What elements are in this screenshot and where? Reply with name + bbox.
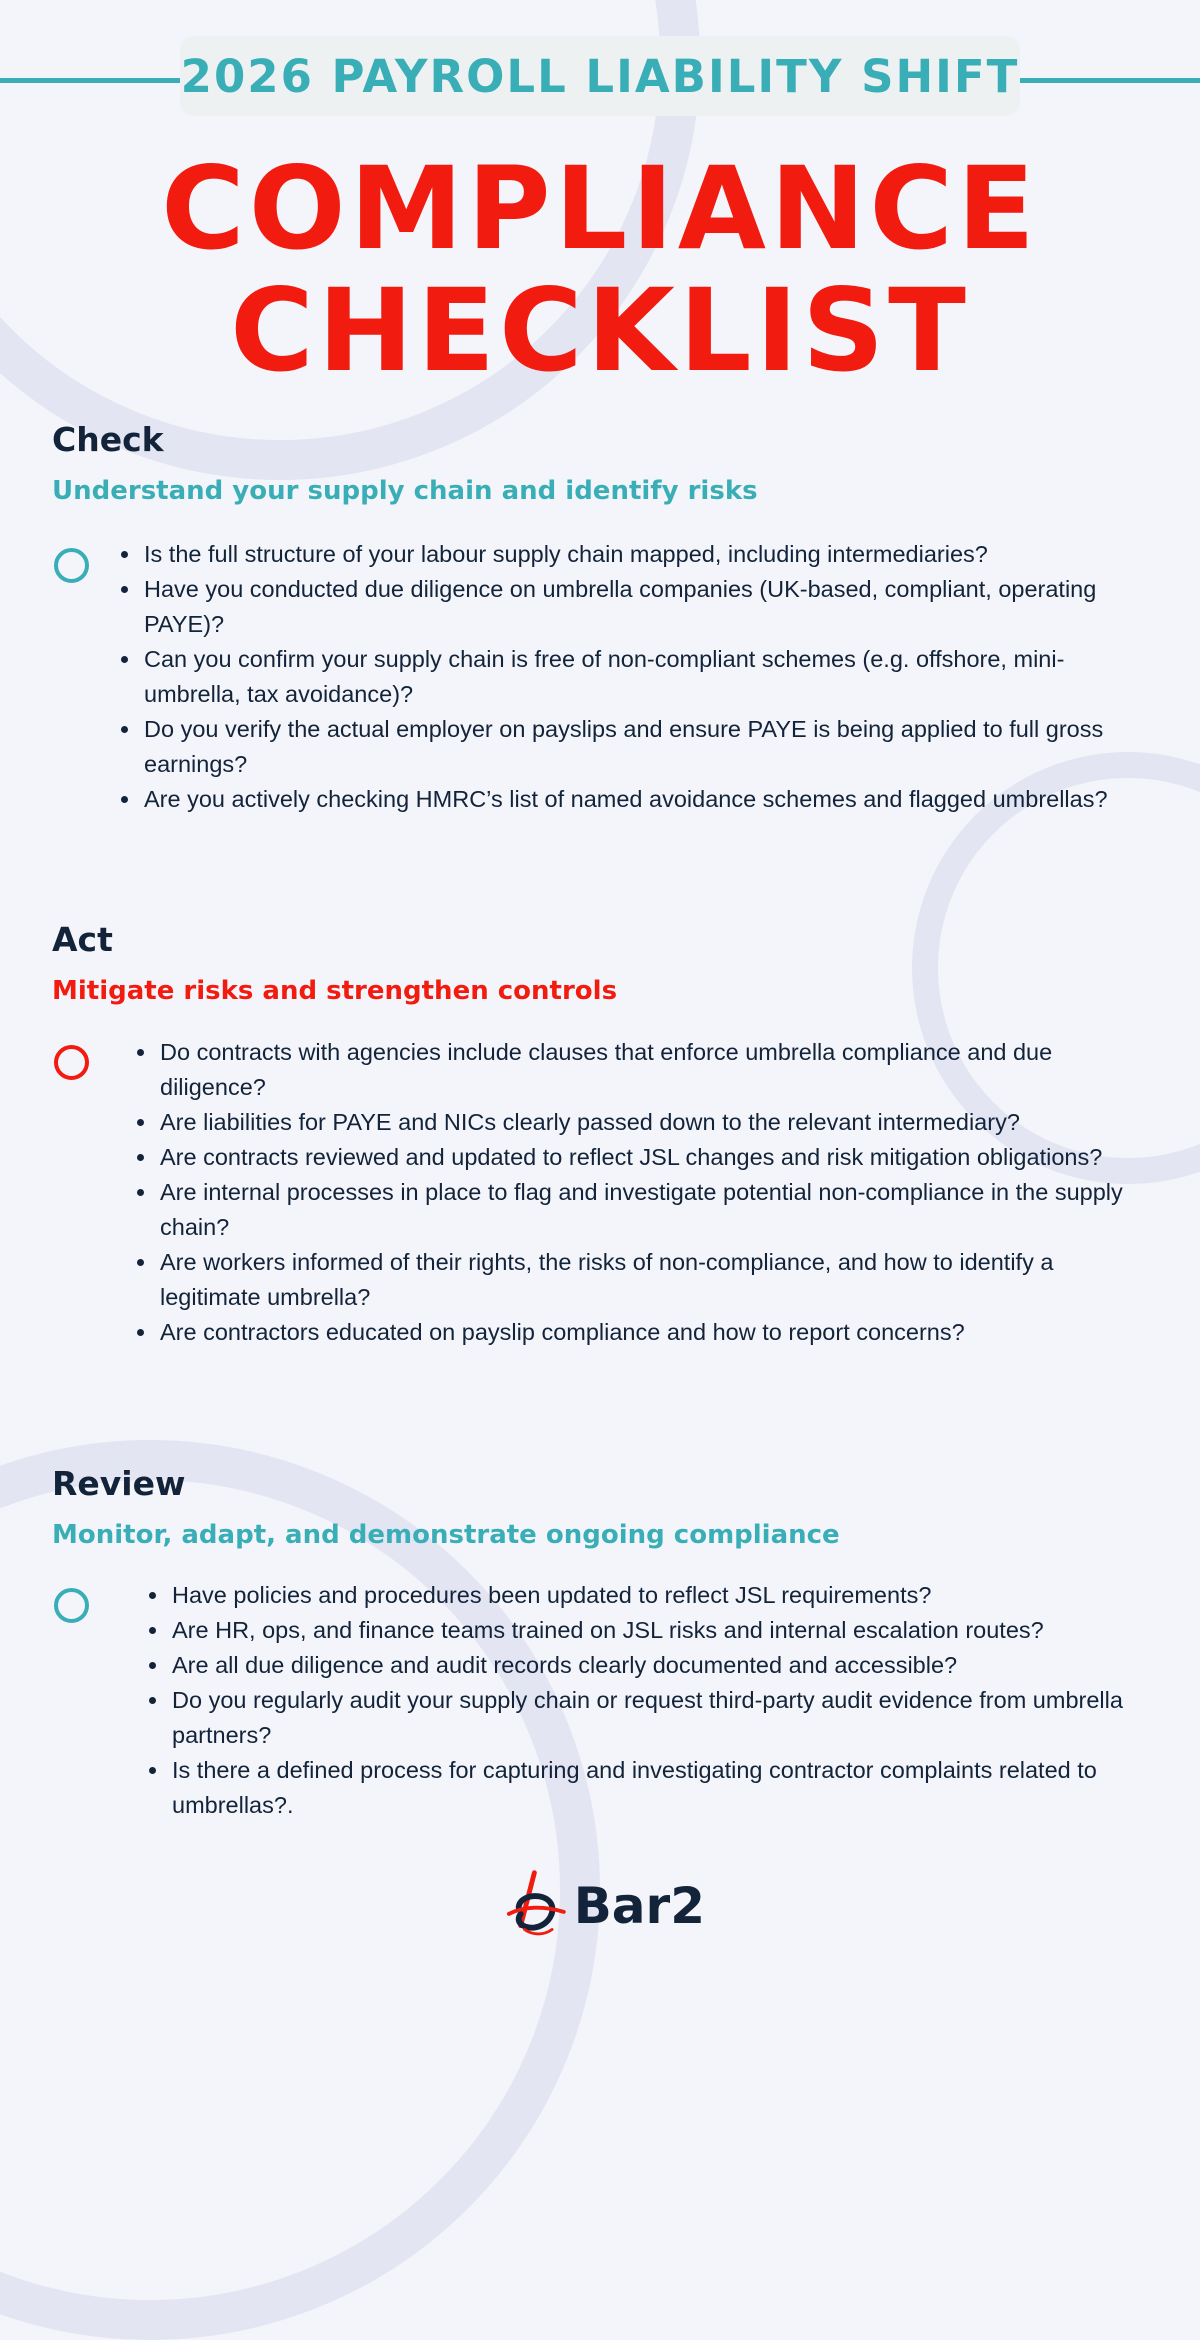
list-item: • Do contracts with agencies include clauses that enforce umbrella compliance and due diligence? <box>158 1035 1128 1105</box>
list-item: • Do you verify the actual employer on payslips and ensure PAYE is being applied to full gross earnings? <box>142 712 1122 782</box>
section-check-subtitle: Understand your supply chain and identify risks <box>52 476 758 506</box>
list-item: • Are you actively checking HMRC’s list of named avoidance schemes and flagged umbrellas? <box>142 782 1122 817</box>
bar2-logo <box>505 1866 705 1946</box>
check-circle-icon[interactable] <box>54 1588 89 1623</box>
header-rule-left <box>0 78 200 83</box>
section-check-title: Check <box>52 420 164 459</box>
check-circle-icon[interactable] <box>54 548 89 583</box>
section-check-list <box>142 537 1122 817</box>
section-act-subtitle: Mitigate risks and strengthen controls <box>52 976 618 1006</box>
section-act-list <box>158 1035 1128 1350</box>
header-rule-right <box>1010 78 1200 83</box>
list-item: • Are contracts reviewed and updated to reflect JSL changes and risk mitigation obligations? <box>158 1140 1128 1175</box>
list-item: • Are all due diligence and audit records clearly documented and accessible? <box>170 1648 1140 1683</box>
section-review-title: Review <box>52 1464 186 1503</box>
page-title-line-2: CHECKLIST <box>230 264 970 397</box>
section-act-title: Act <box>52 920 113 959</box>
list-item: • Is the full structure of your labour supply chain mapped, including intermediaries? <box>142 537 1122 572</box>
list-item: • Have policies and procedures been updated to reflect JSL requirements? <box>170 1578 1140 1613</box>
section-review-list <box>170 1578 1140 1823</box>
list-item: • Are internal processes in place to flag and investigate potential non-compliance in the supply chain? <box>158 1175 1128 1245</box>
list-item: • Are HR, ops, and finance teams trained on JSL risks and internal escalation routes? <box>170 1613 1140 1648</box>
header-kicker: 2026 PAYROLL LIABILITY SHIFT <box>180 36 1020 116</box>
list-item: • Have you conducted due diligence on umbrella companies (UK-based, compliant, operating PAYE)? <box>142 572 1122 642</box>
list-item: • Are contractors educated on payslip compliance and how to report concerns? <box>158 1315 1128 1350</box>
list-item: • Are workers informed of their rights, the risks of non-compliance, and how to identify a legitimate umbrella? <box>158 1245 1128 1315</box>
list-item: • Is there a defined process for capturing and investigating contractor complaints related to umbrellas?. <box>170 1753 1140 1823</box>
section-review <box>52 1464 1152 1552</box>
page-title <box>0 142 1200 397</box>
bar2-logo-icon <box>505 1866 568 1946</box>
page-title-line-1: COMPLIANCE <box>161 142 1039 275</box>
bar2-logo-text: Bar2 <box>573 1877 705 1935</box>
section-act <box>52 920 1152 1008</box>
list-item: • Do you regularly audit your supply chain or request third-party audit evidence from umbrella partners? <box>170 1683 1140 1753</box>
section-check <box>52 420 1152 508</box>
list-item: • Can you confirm your supply chain is free of non-compliant schemes (e.g. offshore, mini-umbrella, tax avoidance)? <box>142 642 1122 712</box>
check-circle-icon[interactable] <box>54 1045 89 1080</box>
section-review-subtitle: Monitor, adapt, and demonstrate ongoing compliance <box>52 1520 840 1550</box>
list-item: • Are liabilities for PAYE and NICs clearly passed down to the relevant intermediary? <box>158 1105 1128 1140</box>
